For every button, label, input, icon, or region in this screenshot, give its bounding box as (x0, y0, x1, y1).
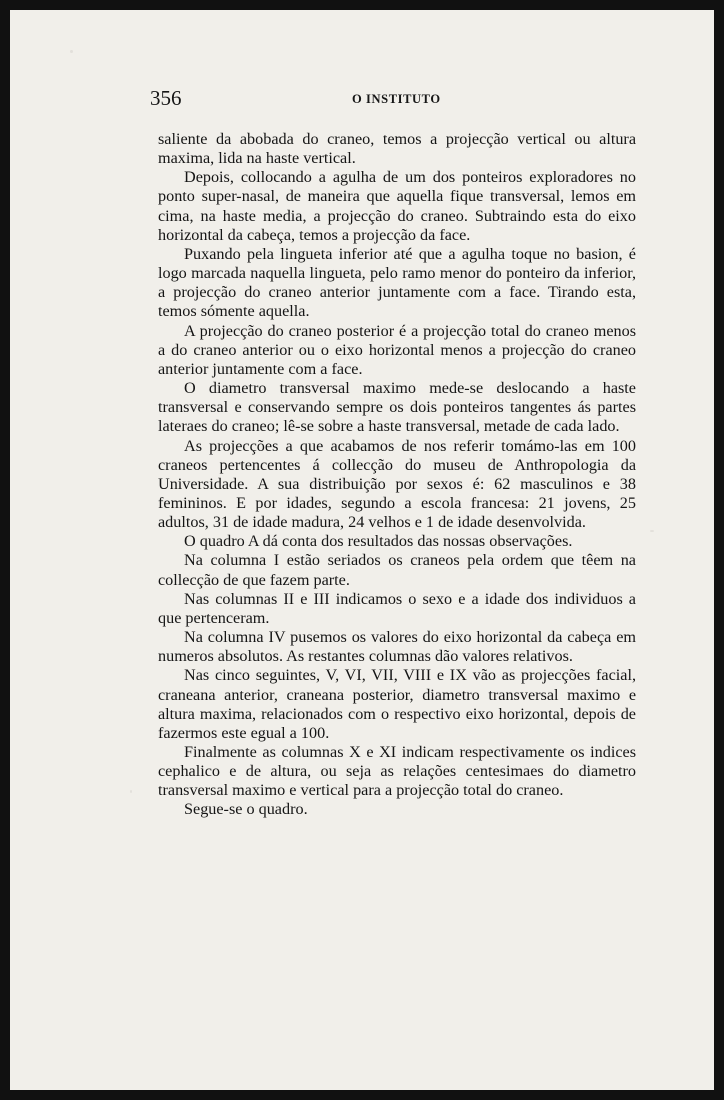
paragraph: saliente da abobada do craneo, temos a projecção vertical ou altura maxima, lida na haste vertical. (158, 130, 636, 168)
scan-speck (70, 50, 73, 53)
book-page (10, 10, 714, 1090)
scan-speck (650, 530, 654, 532)
page-number: 356 (150, 86, 182, 110)
body-text (158, 130, 636, 820)
paragraph: Segue-se o quadro. (184, 800, 308, 819)
paragraph: Nas columnas II e III indicamos o sexo e a idade dos individuos a que pertenceram. (158, 589, 636, 627)
paragraph: O diametro transversal maximo mede-se deslocando a haste transversal e conservando sempre os dois ponteiros tangentes ás partes lateraes do craneo; lê-se sobre a haste transversal, metade de cada lado. (158, 379, 636, 436)
paragraph: Nas cinco seguintes, V, VI, VII, VIII e IX vão as projecções facial, craneana anterior, craneana posterior, diametro transversal maximo e altura maxima, relacionados com o respectivo eixo horizontal, depois de fazermos este egual a 100. (158, 666, 636, 742)
running-title: O INSTITUTO (352, 92, 441, 106)
scan-speck (130, 790, 132, 793)
paragraph: Na columna IV pusemos os valores do eixo horizontal da cabeça em numeros absolutos. As restantes columnas dão valores relativos. (158, 628, 636, 666)
paragraph: Depois, collocando a agulha de um dos ponteiros exploradores no ponto super-nasal, de maneira que aquella fique transversal, lemos em cima, na haste media, a projecção do craneo. Subtraindo esta do eixo horizontal da cabeça, temos a projecção da face. (158, 168, 636, 244)
paragraph: Puxando pela lingueta inferior até que a agulha toque no basion, é logo marcada naquella lingueta, pelo ramo menor do ponteiro da inferior, a projecção do craneo anterior juntamente com a face. Tirando esta, temos sómente aquella. (158, 244, 636, 321)
paragraph: O quadro A dá conta dos resultados das nossas observações. (184, 532, 573, 551)
paragraph: As projecções a que acabamos de nos referir tomámo-las em 100 craneos pertencentes á collecção do museu de Anthropologia da Universidade. A sua distribuição por sexos é: 62 masculinos e 38 femininos. E por idades, segundo a escola francesa: 21 jovens, 25 adultos, 31 de idade madura, 24 velhos e 1 de idade desenvolvida. (158, 436, 636, 532)
paragraph: Na columna I estão seriados os craneos pela ordem que têem na collecção de que fazem parte. (158, 551, 636, 589)
paragraph: A projecção do craneo posterior é a projecção total do craneo menos a do craneo anterior ou o eixo horizontal menos a projecção do craneo anterior juntamente com a face. (158, 321, 636, 378)
paragraph: Finalmente as columnas X e XI indicam respectivamente os indices cephalico e de altura, ou seja as relações centesimaes do diametro transversal maximo e vertical para a projecção total do craneo. (158, 743, 636, 800)
page-header (150, 86, 636, 118)
